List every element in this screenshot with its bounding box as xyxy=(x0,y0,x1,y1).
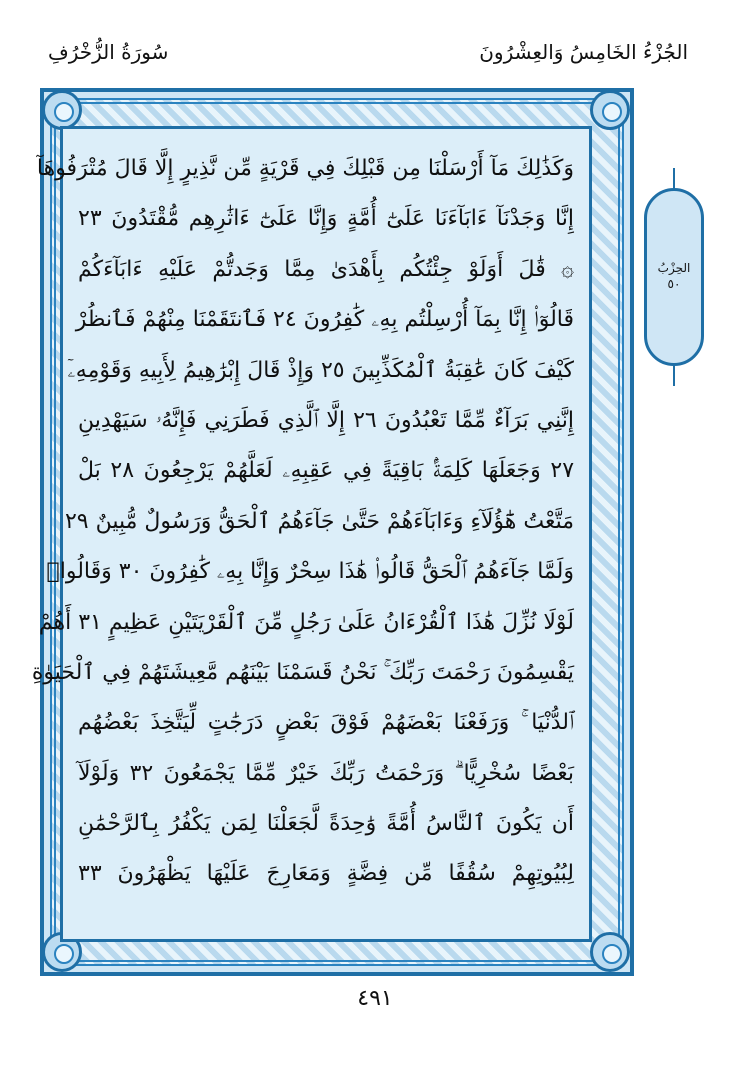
text-line: لَوْلَا نُزِّلَ هَٰذَا ٱلْقُرْءَانُ عَلَىٰ رَجُلٍ مِّنَ ٱلْقَرْيَتَيْنِ عَظِيمٍ ٣١ أَهُمْ xyxy=(38,609,574,635)
text-line: ٢٧ وَجَعَلَهَا كَلِمَةًۢ بَاقِيَةً فِي عَقِبِهِۦ لَعَلَّهُمْ يَرْجِعُونَ ٢٨ بَلْ xyxy=(78,458,575,484)
text-line: مَتَّعْتُ هَٰٓؤُلَآءِ وَءَابَآءَهُمْ حَتَّىٰ جَآءَهُمُ ٱلْحَقُّ وَرَسُولٌ مُّبِينٌ ٢٩ xyxy=(64,508,574,534)
corner-ornament-icon xyxy=(590,90,630,130)
hizb-label xyxy=(638,260,710,292)
corner-ornament-icon xyxy=(42,90,82,130)
hizb-title: الحِزْبُ xyxy=(657,261,691,275)
text-line: بَعْضًا سُخْرِيًّا ۗ وَرَحْمَتُ رَبِّكَ خَيْرٌ مِّمَّا يَجْمَعُونَ ٣٢ وَلَوْلَآ xyxy=(78,760,574,786)
text-line: لِبُيُوتِهِمْ سُقُفًا مِّن فِضَّةٍ وَمَعَارِجَ عَلَيْهَا يَظْهَرُونَ ٣٣ xyxy=(78,861,574,887)
ornament-stem xyxy=(673,168,675,190)
hizb-number: ٥٠ xyxy=(667,277,681,291)
juz-name: الجُزْءُ الخَامِسُ وَالعِشْرُونَ xyxy=(479,40,688,64)
corner-ornament-icon xyxy=(590,932,630,972)
text-line: يَقْسِمُونَ رَحْمَتَ رَبِّكَ ۚ نَحْنُ قَسَمْنَا بَيْنَهُم مَّعِيشَتَهُمْ فِي ٱلْحَيَوٰةِ xyxy=(31,659,574,685)
text-line: ٱلدُّنْيَا ۚ وَرَفَعْنَا بَعْضَهُمْ فَوْقَ بَعْضٍ دَرَجَٰتٍ لِّيَتَّخِذَ بَعْضُهُم xyxy=(78,710,574,736)
text-line: قَالُوٓا۟ إِنَّا بِمَآ أُرْسِلْتُم بِهِۦ كَٰفِرُونَ ٢٤ فَٱنتَقَمْنَا مِنْهُمْ فَٱنظُرْ xyxy=(75,307,574,333)
text-line: إِنَّا وَجَدْنَآ ءَابَآءَنَا عَلَىٰٓ أُمَّةٍ وَإِنَّا عَلَىٰٓ ءَاثَٰرِهِم مُّقْتَدُونَ ٢٣ xyxy=(78,206,574,232)
hizb-marker xyxy=(638,168,710,386)
page-number: ٤٩١ xyxy=(357,986,393,1011)
quran-text xyxy=(31,144,575,900)
text-line: ۞ قَٰلَ أَوَلَوْ جِئْتُكُم بِأَهْدَىٰ مِمَّا وَجَدتُّمْ عَلَيْهِ ءَابَآءَكُمْ xyxy=(78,256,574,282)
surah-name: سُورَةُ الزُّخْرُفِ xyxy=(48,40,169,64)
ornament-stem xyxy=(673,364,675,386)
text-line: وَكَذَٰلِكَ مَآ أَرْسَلْنَا مِن قَبْلِكَ فِي قَرْيَةٍ مِّن نَّذِيرٍ إِلَّا قَالَ مُتْرَفُوهَآ xyxy=(36,156,574,181)
text-line: أَن يَكُونَ ٱلنَّاسُ أُمَّةً وَٰحِدَةً لَّجَعَلْنَا لِمَن يَكْفُرُ بِٱلرَّحْمَٰنِ xyxy=(78,811,574,837)
text-line: إِنَّنِي بَرَآءٌ مِّمَّا تَعْبُدُونَ ٢٦ إِلَّا ٱلَّذِي فَطَرَنِي فَإِنَّهُۥ سَيَهْدِينِ xyxy=(78,407,574,433)
text-line: كَيْفَ كَانَ عَٰقِبَةُ ٱلْمُكَذِّبِينَ ٢٥ وَإِذْ قَالَ إِبْرَٰهِيمُ لِأَبِيهِ وَقَوْمِهِۦٓ xyxy=(67,357,574,383)
page-header xyxy=(48,40,688,80)
text-line: وَلَمَّا جَآءَهُمُ ٱلْحَقُّ قَالُوا۟ هَٰذَا سِحْرٌ وَإِنَّا بِهِۦ كَٰفِرُونَ ٣٠ وَقَالُوا۟ xyxy=(46,559,574,585)
